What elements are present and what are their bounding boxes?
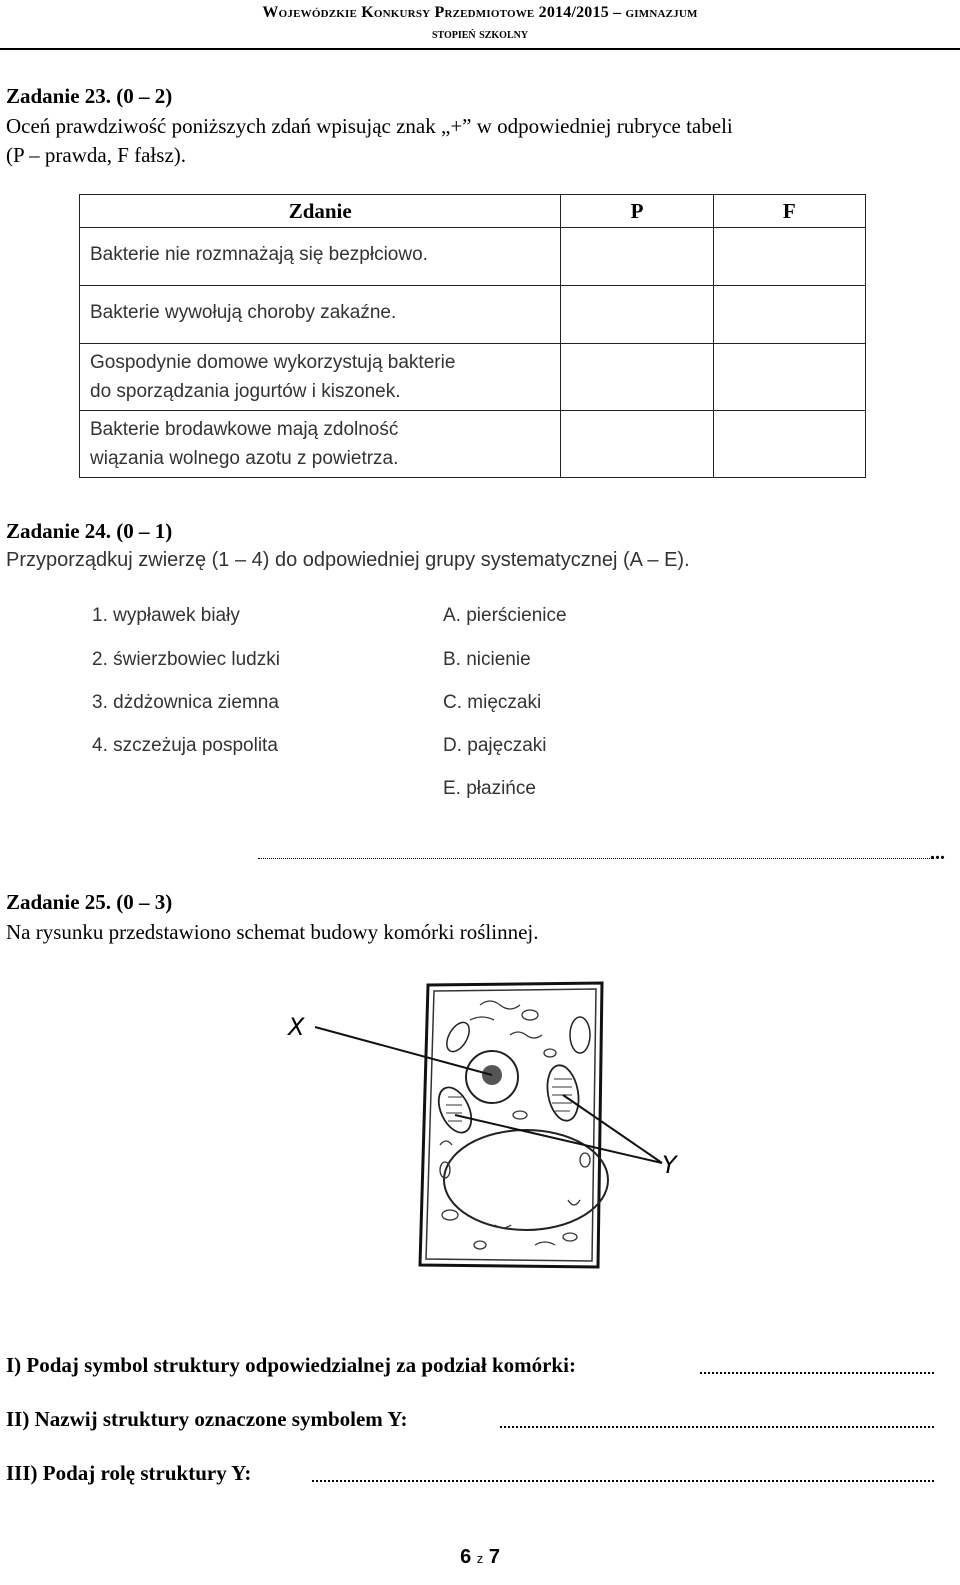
group-item: E. płazińce (443, 778, 536, 799)
animal-item: 3. dżdżownica ziemna (92, 692, 279, 713)
question-3: III) Podaj rolę struktury Y: (6, 1461, 252, 1485)
animal-item: 1. wypławek biały (92, 605, 240, 626)
answer-cell-p[interactable] (561, 228, 713, 286)
answer-cell-f[interactable] (713, 344, 865, 411)
group-item: A. pierścienice (443, 605, 567, 626)
group-item: C. mięczaki (443, 692, 542, 713)
question-2: II) Nazwij struktury oznaczone symbolem Y: (6, 1407, 408, 1431)
group-item: B. nicienie (443, 649, 531, 670)
group-item: D. pajęczaki (443, 735, 547, 756)
table-row (80, 411, 866, 478)
plant-cell-diagram (280, 975, 700, 1275)
task23-title: Zadanie 23. (0 – 2) (6, 84, 173, 108)
table-row (80, 344, 866, 411)
statement-text: do sporządzania jogurtów i kiszonek. (90, 381, 401, 402)
answer-line-end: ... (930, 842, 945, 864)
thylakoid (552, 1079, 572, 1111)
page-separator: z (476, 1551, 484, 1566)
col-header-false: F (713, 195, 865, 228)
answer-cell-p[interactable] (561, 344, 713, 411)
col-header-statement: Zdanie (80, 195, 561, 228)
table-header-row (80, 195, 866, 228)
task24-title: Zadanie 24. (0 – 1) (6, 519, 173, 543)
chloroplast (543, 1063, 582, 1123)
header-divider (0, 48, 960, 50)
task23-instruction-line2: (P – prawda, F fałsz). (6, 143, 187, 167)
animal-item: 4. szczeżuja pospolita (92, 735, 278, 756)
col-header-true: P (561, 195, 713, 228)
statement-cell (80, 411, 561, 478)
label-y-pointer (563, 1095, 662, 1163)
page-total: 7 (488, 1546, 500, 1568)
table-row (80, 228, 866, 286)
answer-cell-f[interactable] (713, 228, 865, 286)
answer-line-3[interactable] (312, 1480, 934, 1482)
statement-text: Bakterie nie rozmnażają się bezpłciowo. (90, 244, 428, 265)
answer-line[interactable] (258, 858, 934, 859)
task25-instruction: Na rysunku przedstawiono schemat budowy komórki roślinnej. (6, 920, 539, 944)
question-1: I) Podaj symbol struktury odpowiedzialnej za podział komórki: (6, 1353, 576, 1377)
thylakoid (446, 1097, 462, 1121)
statement-cell (80, 286, 561, 344)
task25-title: Zadanie 25. (0 – 3) (6, 890, 173, 914)
answer-cell-f[interactable] (713, 411, 865, 478)
animal-item: 2. świerzbowiec ludzki (92, 649, 280, 670)
statement-text: Bakterie brodawkowe mają zdolność (90, 419, 399, 440)
page-current: 6 (460, 1546, 472, 1568)
label-y: Y (662, 1151, 677, 1179)
true-false-table (79, 194, 866, 478)
answer-cell-f[interactable] (713, 286, 865, 344)
label-x-pointer (315, 1027, 492, 1075)
statement-cell (80, 344, 561, 411)
chloroplast (442, 1019, 474, 1056)
statement-text: Gospodynie domowe wykorzystują bakterie (90, 352, 456, 373)
answer-line-2[interactable] (500, 1426, 934, 1428)
header-title: Wojewódzkie Konkursy Przedmiotowe 2014/2015 – gimnazjum (262, 4, 698, 21)
task24-instruction: Przyporządkuj zwierzę (1 – 4) do odpowiedniej grupy systematycznej (A – E). (6, 549, 690, 571)
chloroplast (570, 1017, 590, 1053)
answer-cell-p[interactable] (561, 411, 713, 478)
task23-instruction-line1: Oceń prawdziwość poniższych zdań wpisując znak „+” w odpowiedniej rubryce tabeli (6, 114, 733, 138)
page-number (0, 1546, 960, 1569)
statement-text: wiązania wolnego azotu z powietrza. (90, 448, 399, 469)
header-subtitle: stopień szkolny (431, 27, 529, 42)
table-row (80, 286, 866, 344)
label-y-pointer (455, 1115, 662, 1163)
label-x: X (288, 1013, 305, 1041)
statement-cell (80, 228, 561, 286)
answer-cell-p[interactable] (561, 286, 713, 344)
statement-text: Bakterie wywołują choroby zakaźne. (90, 302, 397, 323)
answer-line-1[interactable] (700, 1372, 934, 1374)
